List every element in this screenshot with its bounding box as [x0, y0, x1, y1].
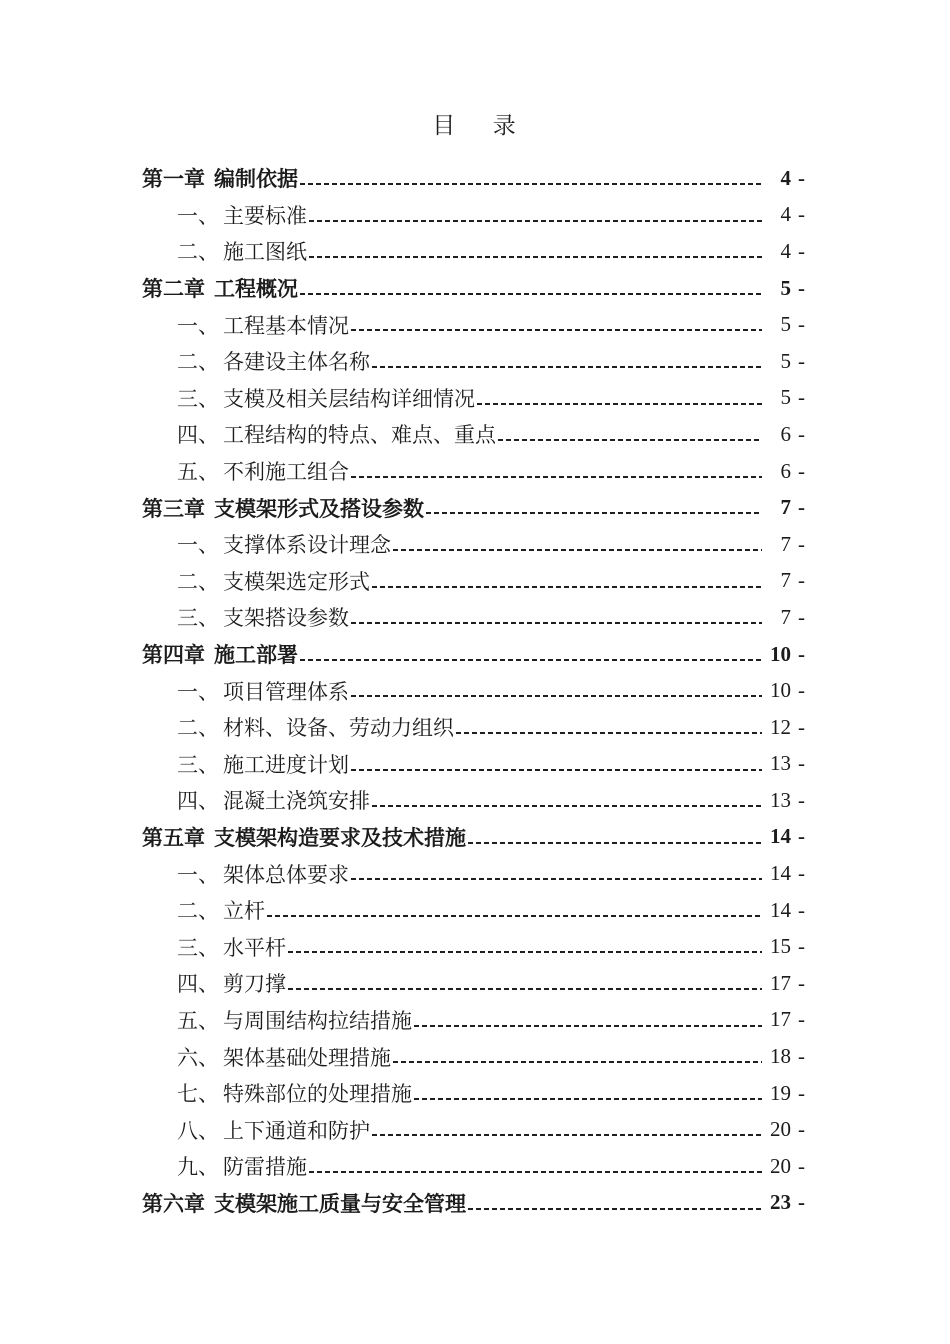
toc-page-number: 19	[770, 1080, 791, 1105]
toc-page-suffix: -	[798, 568, 805, 593]
toc-page-suffix: -	[798, 495, 805, 520]
toc-entry[interactable]	[142, 416, 805, 453]
toc-dash-leader	[372, 563, 762, 600]
toc-entry-number: 七、	[177, 1082, 219, 1107]
toc-page-suffix: -	[798, 165, 805, 190]
toc-page-suffix: -	[798, 1044, 805, 1069]
toc-entry-number: 三、	[177, 752, 219, 777]
toc-entry[interactable]	[142, 636, 805, 673]
toc-entry[interactable]	[142, 965, 805, 1002]
toc-entry[interactable]	[142, 1148, 805, 1185]
toc-entry-number: 四、	[177, 789, 219, 814]
toc-entry-title: 混凝土浇筑安排	[223, 789, 370, 814]
toc-entry-number: 二、	[177, 350, 219, 375]
toc-page-suffix: -	[798, 202, 805, 227]
toc-page-number: 6	[780, 421, 791, 446]
toc-page-number: 6	[780, 458, 791, 483]
toc-page-number: 17	[770, 970, 791, 995]
toc-dash-leader	[300, 270, 762, 307]
toc-entry-number: 一、	[177, 533, 219, 558]
toc-entry-title: 支撑体系设计理念	[223, 533, 391, 558]
toc-dash-leader	[300, 160, 762, 197]
toc-dash-leader	[309, 197, 762, 234]
toc-dash-leader	[372, 782, 762, 819]
toc-entry[interactable]	[142, 1038, 805, 1075]
toc-entry-number: 第二章	[142, 277, 205, 302]
toc-entry-number: 第六章	[142, 1191, 205, 1216]
toc-entry-title: 施工部署	[214, 643, 298, 668]
toc-page-number: 7	[780, 568, 791, 593]
toc-page-suffix: -	[798, 604, 805, 629]
toc-entry-title: 支模架构造要求及技术措施	[214, 825, 466, 850]
toc-entry[interactable]	[142, 526, 805, 563]
toc-entry-number: 第四章	[142, 643, 205, 668]
toc-entry[interactable]	[142, 672, 805, 709]
toc-page-number: 7	[780, 604, 791, 629]
toc-page-number: 14	[770, 897, 791, 922]
toc-dash-leader	[372, 343, 762, 380]
toc-entry-title: 支模架形式及搭设参数	[214, 496, 424, 521]
toc-entry-title: 水平杆	[223, 935, 286, 960]
toc-dash-leader	[351, 746, 762, 783]
toc-list	[142, 160, 805, 1221]
toc-dash-leader	[300, 636, 762, 673]
toc-dash-leader	[498, 416, 762, 453]
toc-page-number: 13	[770, 751, 791, 776]
toc-entry-title: 不利施工组合	[223, 460, 349, 485]
toc-page-number: 12	[770, 714, 791, 739]
toc-entry-number: 三、	[177, 386, 219, 411]
toc-entry[interactable]	[142, 746, 805, 783]
toc-entry[interactable]	[142, 1075, 805, 1112]
toc-page-number: 7	[780, 495, 791, 520]
toc-page-number: 10	[770, 678, 791, 703]
toc-page-number: 23	[770, 1190, 791, 1215]
toc-dash-leader	[372, 1111, 762, 1148]
toc-entry[interactable]	[142, 160, 805, 197]
toc-entry[interactable]	[142, 599, 805, 636]
toc-entry[interactable]	[142, 197, 805, 234]
toc-entry-number: 一、	[177, 862, 219, 887]
toc-entry-title: 支模架选定形式	[223, 569, 370, 594]
toc-page-suffix: -	[798, 421, 805, 446]
toc-page-suffix: -	[798, 458, 805, 483]
toc-page-number: 5	[780, 348, 791, 373]
toc-entry-title: 项目管理体系	[223, 679, 349, 704]
toc-page-suffix: -	[798, 934, 805, 959]
toc-entry-number: 第三章	[142, 496, 205, 521]
toc-dash-leader	[309, 233, 762, 270]
toc-page-number: 5	[780, 385, 791, 410]
toc-page-suffix: -	[798, 861, 805, 886]
toc-entry[interactable]	[142, 1185, 805, 1222]
toc-page-number: 20	[770, 1153, 791, 1178]
toc-page-suffix: -	[798, 238, 805, 263]
toc-page-number: 4	[780, 238, 791, 263]
toc-entry[interactable]	[142, 380, 805, 417]
toc-dash-leader	[351, 453, 762, 490]
toc-entry-title: 施工图纸	[223, 240, 307, 265]
toc-entry-number: 四、	[177, 423, 219, 448]
toc-page-suffix: -	[798, 1007, 805, 1032]
toc-entry-title: 支架搭设参数	[223, 606, 349, 631]
toc-entry[interactable]	[142, 563, 805, 600]
toc-entry-title: 支模架施工质量与安全管理	[214, 1191, 466, 1216]
toc-page-suffix: -	[798, 678, 805, 703]
toc-entry[interactable]	[142, 343, 805, 380]
toc-entry-title: 支模及相关层结构详细情况	[223, 386, 475, 411]
toc-entry[interactable]	[142, 1002, 805, 1039]
toc-page-number: 13	[770, 787, 791, 812]
toc-entry-number: 二、	[177, 716, 219, 741]
toc-entry-number: 三、	[177, 935, 219, 960]
toc-entry[interactable]	[142, 233, 805, 270]
toc-page-suffix: -	[798, 787, 805, 812]
toc-entry-title: 剪刀撑	[223, 972, 286, 997]
toc-page-number: 17	[770, 1007, 791, 1032]
toc-entry-number: 一、	[177, 203, 219, 228]
toc-entry[interactable]	[142, 709, 805, 746]
toc-entry-title: 上下通道和防护	[223, 1118, 370, 1143]
toc-page-number: 4	[780, 165, 791, 190]
toc-entry[interactable]	[142, 270, 805, 307]
toc-entry[interactable]	[142, 928, 805, 965]
toc-dash-leader	[393, 526, 762, 563]
toc-page-number: 14	[770, 824, 791, 849]
toc-dash-leader	[267, 892, 762, 929]
toc-entry[interactable]	[142, 855, 805, 892]
toc-dash-leader	[351, 855, 762, 892]
toc-entry-title: 架体基础处理措施	[223, 1045, 391, 1070]
toc-page-number: 4	[780, 202, 791, 227]
toc-entry-number: 六、	[177, 1045, 219, 1070]
toc-entry-number: 一、	[177, 313, 219, 338]
toc-entry-number: 第五章	[142, 825, 205, 850]
toc-entry-number: 四、	[177, 972, 219, 997]
toc-entry[interactable]	[142, 782, 805, 819]
toc-entry-title: 工程概况	[214, 277, 298, 302]
toc-entry-title: 各建设主体名称	[223, 350, 370, 375]
toc-page-suffix: -	[798, 897, 805, 922]
toc-entry-number: 九、	[177, 1155, 219, 1180]
toc-entry-number: 五、	[177, 460, 219, 485]
toc-page-suffix: -	[798, 1080, 805, 1105]
toc-entry-title: 立杆	[223, 899, 265, 924]
toc-page-number: 14	[770, 861, 791, 886]
toc-entry-title: 材料、设备、劳动力组织	[223, 716, 454, 741]
toc-page-suffix: -	[798, 1117, 805, 1142]
toc-entry[interactable]	[142, 1111, 805, 1148]
toc-page-number: 18	[770, 1044, 791, 1069]
toc-page-suffix: -	[798, 1190, 805, 1215]
toc-page-number: 10	[770, 641, 791, 666]
toc-page-suffix: -	[798, 531, 805, 556]
toc-dash-leader	[468, 1185, 762, 1222]
toc-dash-leader	[351, 306, 762, 343]
toc-entry[interactable]	[142, 892, 805, 929]
toc-dash-leader	[456, 709, 762, 746]
toc-entry-number: 三、	[177, 606, 219, 631]
toc-page-suffix: -	[798, 348, 805, 373]
toc-dash-leader	[426, 489, 762, 526]
toc-entry-number: 一、	[177, 679, 219, 704]
toc-entry-number: 二、	[177, 899, 219, 924]
toc-page-suffix: -	[798, 751, 805, 776]
toc-dash-leader	[309, 1148, 762, 1185]
toc-page-number: 20	[770, 1117, 791, 1142]
toc-dash-leader	[477, 380, 762, 417]
toc-entry-number: 二、	[177, 569, 219, 594]
toc-page-suffix: -	[798, 824, 805, 849]
toc-entry-title: 与周围结构拉结措施	[223, 1008, 412, 1033]
toc-page-number: 7	[780, 531, 791, 556]
toc-dash-leader	[414, 1075, 762, 1112]
toc-page-suffix: -	[798, 641, 805, 666]
toc-page-suffix: -	[798, 1153, 805, 1178]
toc-entry-number: 二、	[177, 240, 219, 265]
toc-page-number: 15	[770, 934, 791, 959]
toc-dash-leader	[288, 965, 762, 1002]
toc-page-suffix: -	[798, 970, 805, 995]
toc-entry-number: 五、	[177, 1008, 219, 1033]
toc-entry[interactable]	[142, 489, 805, 526]
toc-entry-number: 第一章	[142, 167, 205, 192]
toc-dash-leader	[288, 928, 762, 965]
toc-entry[interactable]	[142, 819, 805, 856]
page-title: 目 录	[432, 113, 518, 138]
toc-entry-title: 工程结构的特点、难点、重点	[223, 423, 496, 448]
toc-dash-leader	[351, 672, 762, 709]
toc-page-number: 5	[780, 275, 791, 300]
toc-page-suffix: -	[798, 275, 805, 300]
toc-page-suffix: -	[798, 714, 805, 739]
toc-entry-title: 施工进度计划	[223, 752, 349, 777]
toc-dash-leader	[351, 599, 762, 636]
toc-dash-leader	[393, 1038, 762, 1075]
toc-page-number: 5	[780, 312, 791, 337]
toc-entry-title: 主要标准	[223, 203, 307, 228]
toc-entry-title: 编制依据	[214, 167, 298, 192]
toc-entry-number: 八、	[177, 1118, 219, 1143]
toc-entry-title: 架体总体要求	[223, 862, 349, 887]
toc-entry-title: 防雷措施	[223, 1155, 307, 1180]
toc-entry-title: 工程基本情况	[223, 313, 349, 338]
toc-page-suffix: -	[798, 312, 805, 337]
toc-page-suffix: -	[798, 385, 805, 410]
toc-entry[interactable]	[142, 306, 805, 343]
toc-dash-leader	[468, 819, 762, 856]
toc-dash-leader	[414, 1002, 762, 1039]
toc-entry[interactable]	[142, 453, 805, 490]
toc-entry-title: 特殊部位的处理措施	[223, 1082, 412, 1107]
